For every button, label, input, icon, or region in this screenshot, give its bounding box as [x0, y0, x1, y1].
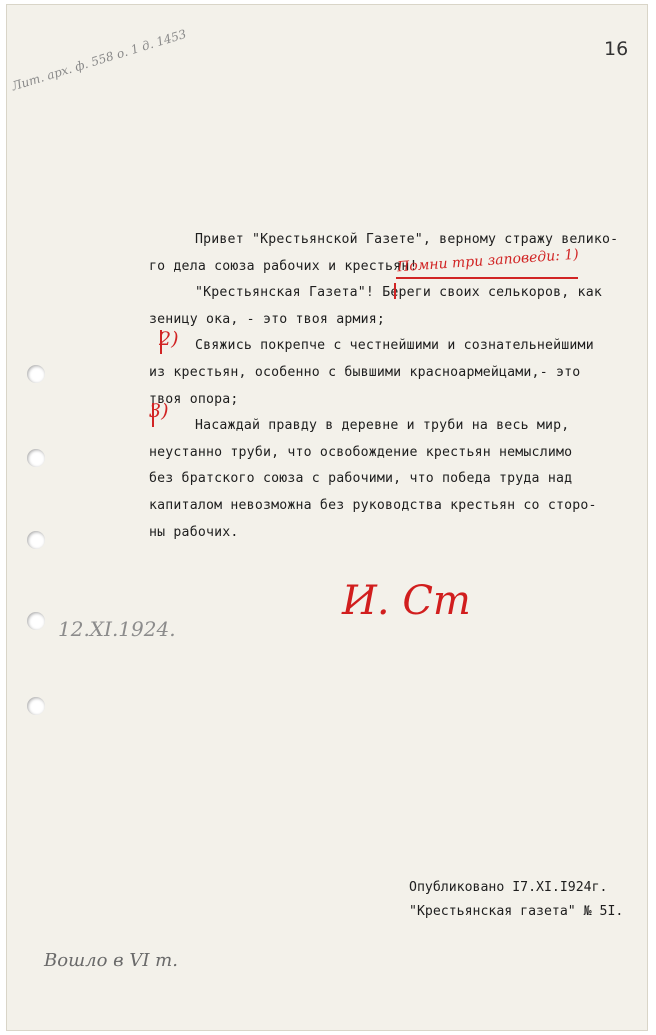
binder-hole	[27, 365, 45, 383]
binder-hole	[27, 612, 45, 630]
point-bracket-3	[152, 403, 154, 427]
publication-source: "Крестьянская газета" № 5I.	[409, 904, 624, 919]
pencil-date: 12.XI.1924.	[58, 617, 176, 641]
letter-line: зеницу ока, - это твоя армия;	[149, 311, 386, 327]
publication-note	[409, 876, 623, 924]
letter-line: из крестьян, особенно с бывшими красноармейцами,- это	[149, 364, 581, 380]
page-number: 16	[604, 38, 629, 60]
letter-line: го дела союза рабочих и крестьян!	[149, 258, 418, 274]
insertion-note: Помни три заповеди: 1)	[396, 246, 580, 276]
archive-pencil-note: Лит. арх. ф. 558 о. 1 д. 1453	[10, 26, 188, 94]
publication-date: Опубликовано I7.XI.I924г.	[409, 880, 608, 895]
signature: И. Ст	[342, 578, 471, 624]
volume-pencil-note: Вошло в VI т.	[44, 950, 178, 971]
letter-line: неустанно труби, что освобождение крестьян немыслимо	[149, 444, 573, 460]
letter-line: твоя опора;	[149, 391, 239, 407]
letter-line: Привет "Крестьянской Газете", верному стражу велико-	[195, 232, 619, 247]
insertion-bracket	[394, 283, 396, 299]
letter-line: ны рабочих.	[149, 524, 239, 540]
binder-hole	[27, 697, 45, 715]
letter-line: Насаждай правду в деревне и труби на весь мир,	[195, 418, 570, 434]
letter-line: без братского союза с рабочими, что победа труда над	[149, 471, 573, 487]
letter-line: Свяжись покрепче с честнейшими и сознательнейшими	[195, 338, 594, 354]
point-marker-3: 3)	[149, 400, 169, 422]
binder-hole	[27, 449, 45, 467]
point-marker-2: 2)	[159, 328, 179, 350]
letter-line: капиталом невозможна без руководства крестьян со сторо-	[149, 497, 597, 513]
letter-line: "Крестьянская Газета"! Береги своих селькоров, как	[195, 285, 602, 301]
point-bracket-2	[160, 330, 162, 354]
binder-hole	[27, 531, 45, 549]
note-underline	[396, 277, 578, 279]
